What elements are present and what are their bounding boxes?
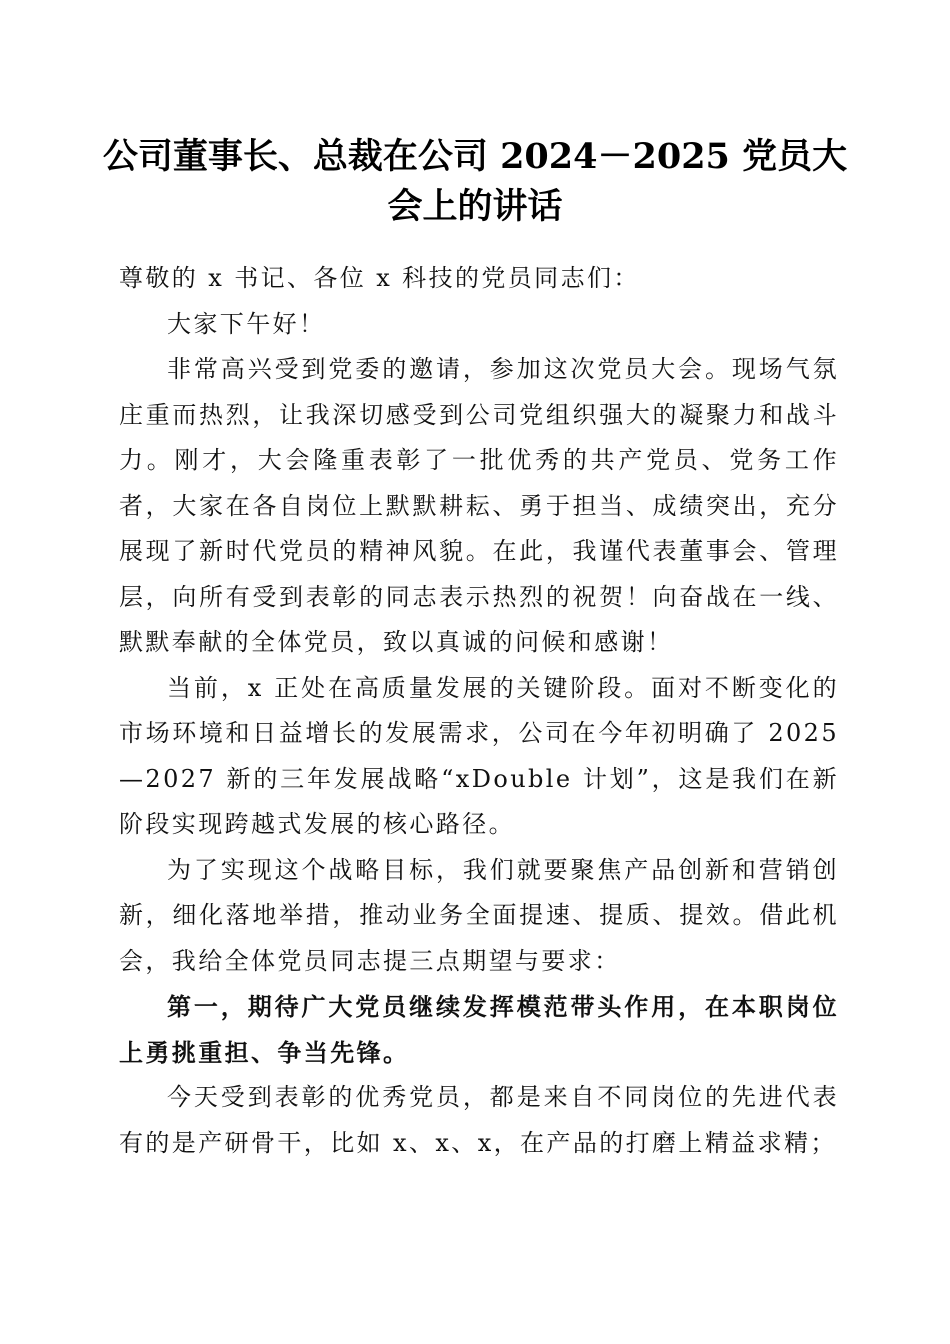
- document-body: [119, 256, 839, 1166]
- salutation: 尊敬的 x 书记、各位 x 科技的党员同志们：: [119, 264, 640, 292]
- document-title: 公司董事长、总裁在公司 2024－2025 党员大会上的讲话: [102, 136, 848, 227]
- paragraph-examples: 今天受到表彰的优秀党员，都是来自不同岗位的先进代表有的是产研骨干，比如 x、x、x，在产品的打磨上精益求精；: [119, 1083, 839, 1157]
- paragraph-requirements-intro: 为了实现这个战略目标，我们就要聚焦产品创新和营销创新，细化落地举措，推动业务全面提速、提质、提效。借此机会，我给全体党员同志提三点期望与要求：: [119, 855, 839, 975]
- paragraph-congratulations: 非常高兴受到党委的邀请，参加这次党员大会。现场气氛庄重而热烈，让我深切感受到公司党组织强大的凝聚力和战斗力。刚才，大会隆重表彰了一批优秀的共产党员、党务工作者，大家在各自岗位上默默耕耘、勇于担当、成绩突出，充分展现了新时代党员的精神风貌。在此，我谨代表董事会、管理层，向所有受到表彰的同志表示热烈的祝贺！向奋战在一线、默默奉献的全体党员，致以真诚的问候和感谢！: [119, 355, 839, 656]
- paragraph-greeting: 大家下午好！: [167, 309, 326, 338]
- paragraph-first-requirement: 第一，期待广大党员继续发挥模范带头作用，在本职岗位上勇挑重担、争当先锋。: [119, 992, 839, 1067]
- paragraph-strategy: 当前，x 正处在高质量发展的关键阶段。面对不断变化的市场环境和日益增长的发展需求，公司在今年初明确了 2025—2027 新的三年发展战略“xDouble 计划”，这是我们在新阶段实现跨越式发展的核心路径。: [119, 673, 839, 838]
